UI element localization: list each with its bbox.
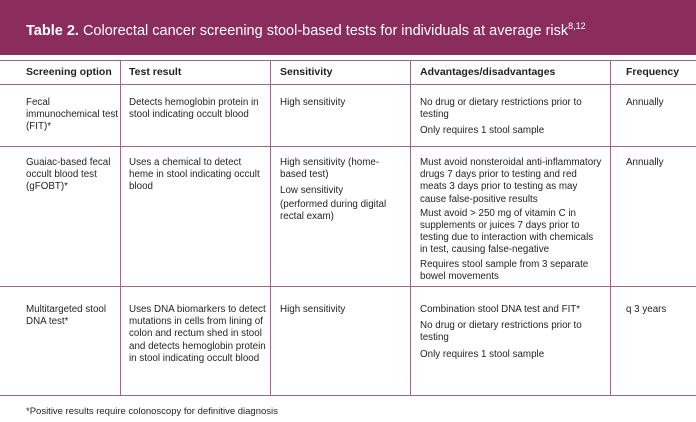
- advantage-item: Must avoid > 250 mg of vitamin C in supplements or juices 7 days prior to testing due to interaction with chemicals in test, causing false-negative: [420, 207, 594, 256]
- column-header-sensitivity: Sensitivity: [280, 66, 333, 78]
- table-row-gfobt-result: Uses a chemical to detect heme in stool indicating occult blood: [129, 157, 260, 193]
- column-divider: [120, 60, 121, 395]
- advantage-item: Only requires 1 stool sample: [420, 125, 545, 137]
- table-row-dna-result: Uses DNA biomarkers to detect mutations in cells from lining of colon and rectum shed in stool and detects hemoglobin protein in stool indicating occult blood: [129, 304, 266, 364]
- table-title-text: Colorectal cancer screening stool-based tests for individuals at average risk: [78, 23, 569, 39]
- table-title-references: 8,12: [568, 21, 586, 32]
- table-footnote: *Positive results require colonoscopy for definitive diagnosis: [26, 406, 278, 417]
- advantage-item: No drug or dietary restrictions prior to testing: [420, 97, 582, 121]
- header-bottom-rule: [0, 84, 696, 85]
- table-row-gfobt-advantages: [420, 157, 602, 287]
- sensitivity-item: High sensitivity (home-based test): [280, 157, 380, 181]
- sensitivity-item: (performed during digital rectal exam): [280, 198, 387, 222]
- sensitivity-item: High sensitivity: [280, 304, 346, 315]
- table-row-fit-frequency: Annually: [626, 97, 664, 108]
- table-row-gfobt-frequency: Annually: [626, 157, 664, 168]
- advantage-item: Requires stool sample from 3 separate bowel movements: [420, 258, 589, 282]
- table-title: [26, 23, 586, 39]
- table-row-fit-sensitivity: [280, 97, 405, 113]
- table-bottom-rule: [0, 395, 696, 396]
- table-row-gfobt-sensitivity: [280, 157, 392, 227]
- column-divider: [270, 60, 271, 395]
- column-header-screening-option: Screening option: [26, 66, 112, 78]
- table-label: Table 2.: [26, 23, 79, 39]
- column-header-advantages: Advantages/disadvantages: [420, 66, 556, 78]
- sensitivity-item: Low sensitivity: [280, 185, 344, 197]
- table-row-fit-advantages: [420, 97, 600, 142]
- table-row-fit-result: Detects hemoglobin protein in stool indicating occult blood: [129, 97, 259, 121]
- table-row-dna-sensitivity: [280, 304, 405, 320]
- header-top-rule: [0, 60, 696, 61]
- advantage-item: Combination stool DNA test and FIT*: [420, 304, 581, 315]
- sensitivity-item: High sensitivity: [280, 97, 346, 108]
- table-row-fit-option: Fecal immunochemical test (FIT)*: [26, 97, 119, 133]
- column-divider: [610, 60, 611, 395]
- table-row-dna-option: Multitargeted stool DNA test*: [26, 304, 107, 328]
- advantage-item: Only requires 1 stool sample: [420, 348, 545, 360]
- advantage-item: Must avoid nonsteroidal anti-inflammatory drugs 7 days prior to testing and red meats 3 days prior to testing as may cause false-positive results: [420, 157, 602, 205]
- table-row-dna-advantages: [420, 304, 600, 365]
- column-header-frequency: Frequency: [626, 66, 680, 78]
- column-divider: [410, 60, 411, 395]
- table-row-gfobt-option: Guaiac-based fecal occult blood test (gFOBT)*: [26, 157, 111, 193]
- row-1-divider: [0, 146, 696, 147]
- column-header-test-result: Test result: [129, 66, 182, 78]
- table-row-dna-frequency: q 3 years: [626, 304, 667, 315]
- advantage-item: No drug or dietary restrictions prior to testing: [420, 320, 582, 344]
